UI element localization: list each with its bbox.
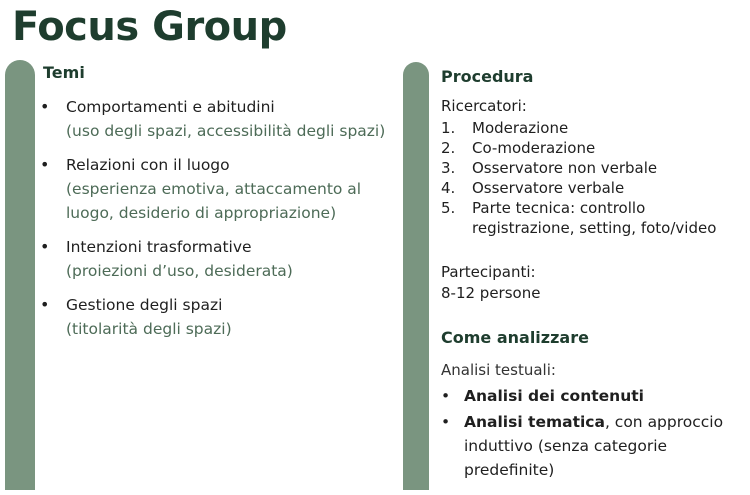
list-item (441, 384, 746, 408)
bullet-icon: • (40, 97, 50, 116)
bullet-icon: • (40, 237, 50, 256)
item-title: Comportamenti e abitudini (66, 98, 275, 116)
list-item (441, 138, 746, 158)
ricercatori-list (441, 118, 746, 238)
item-subtitle: (proiezioni d’uso, desiderata) (66, 262, 293, 280)
list-item (441, 158, 746, 178)
temi-heading: Temi (43, 63, 85, 82)
list-item (40, 153, 390, 225)
list-item (40, 95, 390, 143)
bullet-icon: • (441, 413, 451, 431)
bullet-icon: • (40, 295, 50, 314)
bullet-icon: • (40, 155, 50, 174)
come-analizzare-heading: Come analizzare (441, 328, 589, 347)
right-accent-bar (403, 62, 429, 490)
item-subtitle: (uso degli spazi, accessibilità degli spazi) (66, 122, 386, 140)
page-title: Focus Group (12, 4, 287, 50)
item-text: Co-moderazione (472, 139, 596, 157)
procedura-heading: Procedura (441, 67, 534, 86)
left-accent-bar (5, 60, 35, 490)
item-text: Osservatore verbale (472, 179, 625, 197)
item-title: Relazioni con il luogo (66, 156, 230, 174)
item-title: Intenzioni trasformative (66, 238, 252, 256)
item-number: 1. (441, 119, 456, 137)
item-number: 3. (441, 159, 456, 177)
analisi-list (441, 384, 746, 484)
temi-list (40, 95, 390, 351)
list-item (441, 178, 746, 198)
item-text: Moderazione (472, 119, 569, 137)
ricercatori-label: Ricercatori: (441, 97, 527, 115)
analisi-rest: , con approccio induttivo (senza categorie predefinite) (464, 413, 724, 479)
item-title: Gestione degli spazi (66, 296, 223, 314)
item-subtitle: (esperienza emotiva, attaccamento al luogo, desiderio di appropriazione) (66, 180, 362, 222)
item-number: 4. (441, 179, 456, 197)
item-text: Parte tecnica: controllo registrazione, setting, foto/video (472, 199, 717, 237)
list-item (441, 410, 746, 482)
analisi-intro: Analisi testuali: (441, 361, 556, 379)
analisi-strong: Analisi tematica (464, 413, 605, 431)
list-item (40, 293, 390, 341)
item-subtitle: (titolarità degli spazi) (66, 320, 232, 338)
list-item (441, 118, 746, 138)
analisi-strong: Analisi dei contenuti (464, 387, 644, 405)
item-number: 2. (441, 139, 456, 157)
partecipanti-label: Partecipanti: (441, 263, 536, 281)
bullet-icon: • (441, 387, 451, 405)
item-text: Osservatore non verbale (472, 159, 658, 177)
partecipanti-value: 8-12 persone (441, 284, 541, 302)
list-item (40, 235, 390, 283)
list-item (441, 198, 746, 238)
item-number: 5. (441, 199, 456, 217)
